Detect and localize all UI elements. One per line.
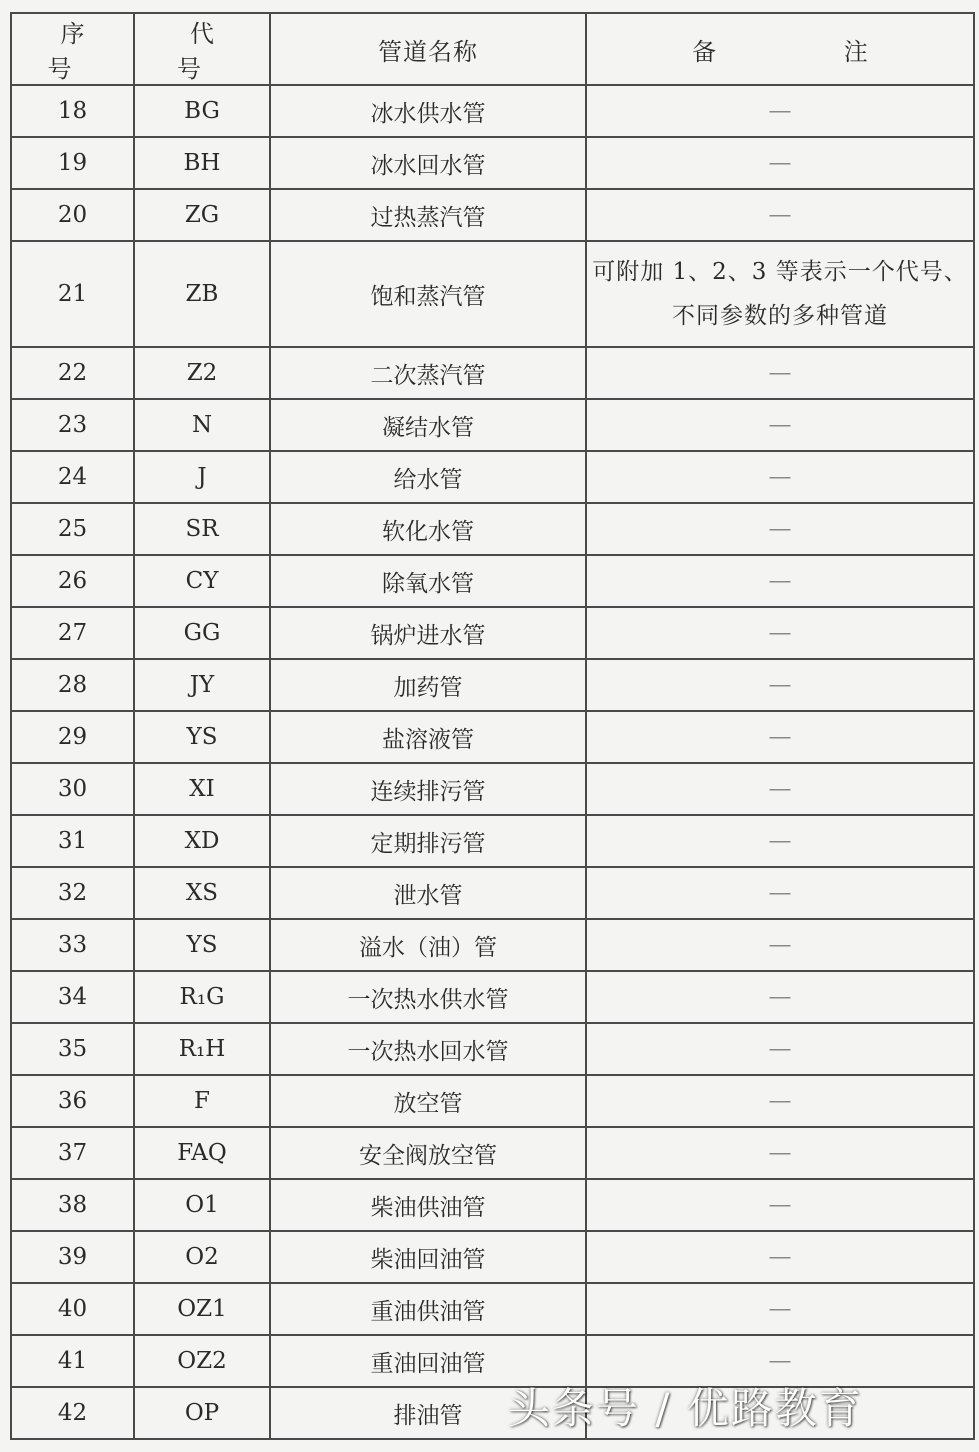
cell-serial-number: 33 (11, 919, 134, 971)
cell-code: SR (134, 503, 270, 555)
cell-serial-number: 21 (11, 241, 134, 347)
cell-code: XD (134, 815, 270, 867)
watermark-text: 头条号 / 优路教育 (508, 1384, 863, 1433)
cell-serial-number: 29 (11, 711, 134, 763)
cell-serial-number: 19 (11, 137, 134, 189)
cell-pipe-name: 泄水管 (270, 867, 586, 919)
cell-serial-number: 31 (11, 815, 134, 867)
cell-remarks: — (586, 137, 974, 189)
cell-remarks: — (586, 1231, 974, 1283)
cell-remarks: — (586, 1023, 974, 1075)
cell-pipe-name: 溢水（油）管 (270, 919, 586, 971)
cell-remarks: — (586, 971, 974, 1023)
cell-pipe-name: 加药管 (270, 659, 586, 711)
table-row (11, 659, 974, 711)
cell-code: R₁H (134, 1023, 270, 1075)
cell-serial-number: 26 (11, 555, 134, 607)
cell-pipe-name: 盐溶液管 (270, 711, 586, 763)
cell-remarks: — (586, 555, 974, 607)
cell-remarks: — (586, 503, 974, 555)
table-row (11, 1127, 974, 1179)
cell-remarks: — (586, 85, 974, 137)
cell-pipe-name: 排油管 (270, 1387, 586, 1439)
cell-remarks: — (586, 1075, 974, 1127)
cell-serial-number: 23 (11, 399, 134, 451)
cell-pipe-name: 连续排污管 (270, 763, 586, 815)
cell-remarks: — (586, 607, 974, 659)
table-row (11, 1231, 974, 1283)
cell-pipe-name: 安全阀放空管 (270, 1127, 586, 1179)
cell-pipe-name: 柴油回油管 (270, 1231, 586, 1283)
table-header-row (11, 13, 974, 85)
cell-serial-number: 34 (11, 971, 134, 1023)
cell-pipe-name: 重油供油管 (270, 1283, 586, 1335)
cell-remarks: — (586, 815, 974, 867)
table-row (11, 711, 974, 763)
table-row (11, 347, 974, 399)
cell-pipe-name: 给水管 (270, 451, 586, 503)
cell-remarks: — (586, 919, 974, 971)
cell-pipe-name: 除氧水管 (270, 555, 586, 607)
cell-pipe-name: 过热蒸汽管 (270, 189, 586, 241)
cell-serial-number: 41 (11, 1335, 134, 1387)
cell-pipe-name: 柴油供油管 (270, 1179, 586, 1231)
table-row (11, 867, 974, 919)
cell-serial-number: 27 (11, 607, 134, 659)
cell-remarks: — (586, 1179, 974, 1231)
table-row (11, 1075, 974, 1127)
table-row (11, 971, 974, 1023)
header-serial-number: 序 号 (11, 13, 134, 85)
cell-serial-number: 24 (11, 451, 134, 503)
cell-serial-number: 32 (11, 867, 134, 919)
table-body (11, 85, 974, 1439)
table-row (11, 241, 974, 347)
table-row (11, 919, 974, 971)
cell-code: JY (134, 659, 270, 711)
cell-pipe-name: 二次蒸汽管 (270, 347, 586, 399)
cell-pipe-name: 冰水回水管 (270, 137, 586, 189)
cell-serial-number: 35 (11, 1023, 134, 1075)
cell-code: YS (134, 711, 270, 763)
table-row (11, 555, 974, 607)
table-row (11, 189, 974, 241)
table-row (11, 503, 974, 555)
cell-serial-number: 22 (11, 347, 134, 399)
cell-serial-number: 37 (11, 1127, 134, 1179)
cell-remarks: — (586, 347, 974, 399)
cell-code: XI (134, 763, 270, 815)
cell-code: CY (134, 555, 270, 607)
table-row (11, 763, 974, 815)
cell-code: F (134, 1075, 270, 1127)
table-row (11, 607, 974, 659)
cell-remarks: 可附加 1、2、3 等表示一个代号、不同参数的多种管道 (586, 241, 974, 347)
cell-serial-number: 36 (11, 1075, 134, 1127)
cell-pipe-name: 凝结水管 (270, 399, 586, 451)
cell-code: O1 (134, 1179, 270, 1231)
header-remarks: 备 注 (586, 13, 974, 85)
cell-code: OZ2 (134, 1335, 270, 1387)
cell-remarks: — (586, 1283, 974, 1335)
cell-serial-number: 42 (11, 1387, 134, 1439)
cell-code: OP (134, 1387, 270, 1439)
table-row (11, 85, 974, 137)
cell-code: YS (134, 919, 270, 971)
cell-serial-number: 20 (11, 189, 134, 241)
cell-code: OZ1 (134, 1283, 270, 1335)
cell-pipe-name: 放空管 (270, 1075, 586, 1127)
cell-remarks: — (586, 659, 974, 711)
header-pipe-name: 管道名称 (270, 13, 586, 85)
table-row (11, 399, 974, 451)
cell-remarks: — (586, 763, 974, 815)
cell-code: O2 (134, 1231, 270, 1283)
table-row (11, 137, 974, 189)
cell-serial-number: 30 (11, 763, 134, 815)
cell-pipe-name: 定期排污管 (270, 815, 586, 867)
cell-code: BG (134, 85, 270, 137)
pipe-code-table (10, 12, 975, 1440)
cell-remarks: — (586, 711, 974, 763)
cell-code: J (134, 451, 270, 503)
cell-code: Z2 (134, 347, 270, 399)
cell-code: R₁G (134, 971, 270, 1023)
table-row (11, 1283, 974, 1335)
cell-code: ZG (134, 189, 270, 241)
cell-remarks: — (586, 189, 974, 241)
cell-pipe-name: 饱和蒸汽管 (270, 241, 586, 347)
cell-code: XS (134, 867, 270, 919)
cell-code: FAQ (134, 1127, 270, 1179)
table-row (11, 1023, 974, 1075)
cell-serial-number: 25 (11, 503, 134, 555)
cell-code: ZB (134, 241, 270, 347)
cell-remarks: — (586, 451, 974, 503)
cell-serial-number: 18 (11, 85, 134, 137)
cell-code: GG (134, 607, 270, 659)
header-code: 代 号 (134, 13, 270, 85)
table-row (11, 1179, 974, 1231)
cell-pipe-name: 一次热水回水管 (270, 1023, 586, 1075)
cell-serial-number: 39 (11, 1231, 134, 1283)
cell-pipe-name: 冰水供水管 (270, 85, 586, 137)
cell-remarks: — (586, 1127, 974, 1179)
cell-remarks: — (586, 1335, 974, 1387)
cell-code: N (134, 399, 270, 451)
cell-serial-number: 38 (11, 1179, 134, 1231)
cell-pipe-name: 一次热水供水管 (270, 971, 586, 1023)
cell-remarks: — (586, 399, 974, 451)
table-row (11, 815, 974, 867)
cell-code: BH (134, 137, 270, 189)
cell-serial-number: 28 (11, 659, 134, 711)
cell-pipe-name: 软化水管 (270, 503, 586, 555)
cell-pipe-name: 锅炉进水管 (270, 607, 586, 659)
cell-remarks: — (586, 867, 974, 919)
cell-pipe-name: 重油回油管 (270, 1335, 586, 1387)
cell-serial-number: 40 (11, 1283, 134, 1335)
table-row (11, 451, 974, 503)
